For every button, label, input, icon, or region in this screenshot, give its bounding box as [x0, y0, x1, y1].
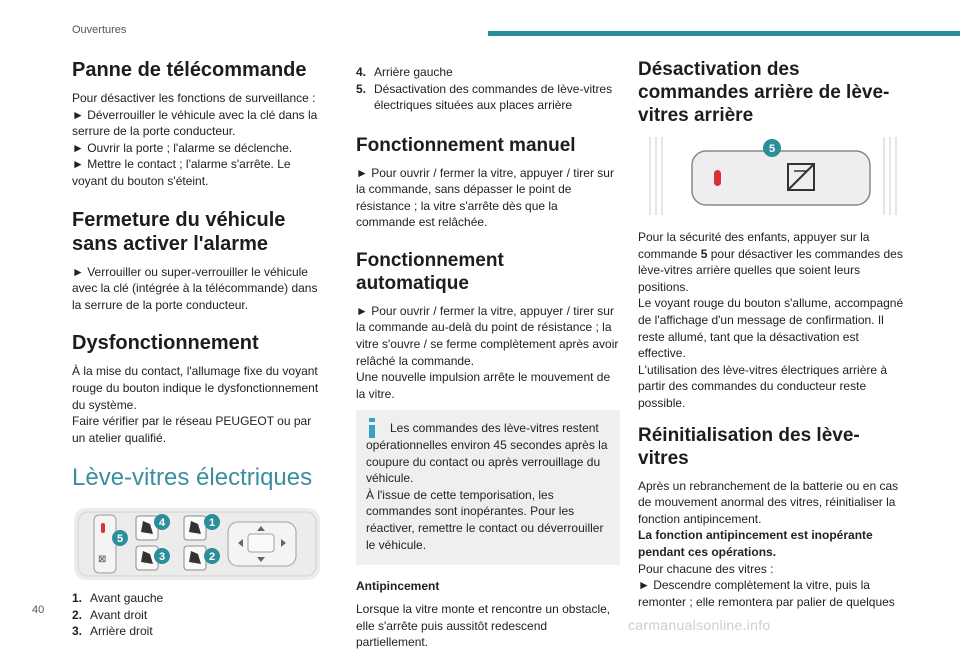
- legend-list-2: [356, 64, 620, 114]
- callout-badge-4: [154, 514, 170, 530]
- paragraph-panne: Pour désactiver les fonctions de surveillance : ► Déverrouiller le véhicule avec la clé dans la serrure de la porte conducteur. ► Ouvrir la porte ; l'alarme se déclenche. ► Mettre le contact ; l'alarme s'arrête. Le voyant du bouton s'éteint.: [72, 91, 318, 188]
- svg-text:5: 5: [116, 533, 124, 546]
- paragraph-reinitialisation: Après un rebranchement de la batterie ou en cas de mouvement anormal des vitres, réinitialiser la fonction antipincement.: [638, 478, 899, 526]
- svg-text:2: 2: [208, 551, 216, 564]
- page-number: 40: [32, 604, 45, 616]
- paragraph-procedure: Pour chacune des vitres : ► Descendre complètement la vitre, puis la remonter ; elle remontera par palier de quelques: [638, 561, 895, 609]
- heading-fermeture-sans-alarme: Fermeture du véhicule sans activer l'alarme: [72, 208, 286, 255]
- paragraph-antipincement: Lorsque la vitre monte et rencontre un obstacle, elle s'arrête puis aussitôt redescend partiellement.: [356, 602, 611, 650]
- list-item: 2. Avant droit: [72, 607, 148, 622]
- svg-text:4: 4: [158, 517, 166, 530]
- subheading-antipincement: Antipincement: [356, 579, 440, 594]
- info-text: Les commandes des lève-vitres restent opérationnelles environ 45 secondes après la coupure du contact ou après verrouillage du véhicule. À l'issue de cette temporisation, les commandes sont inopérantes. Pour les réactiver, remettre le contact ou déverrouiller le véhicule.: [366, 421, 608, 552]
- heading-desactivation-arriere: Désactivation des commandes arrière de lève-vitres arrière: [638, 59, 890, 126]
- heading-fonctionnement-manuel: Fonctionnement manuel: [356, 134, 576, 156]
- list-item: 3. Arrière droit: [72, 624, 153, 639]
- paragraph-dysfonctionnement: À la mise du contact, l'allumage fixe du voyant rouge du bouton indique le dysfonctionnement du système. Faire vérifier par le réseau PEUGEOT ou par un atelier qualifié.: [72, 364, 319, 445]
- paragraph-manuel: ► Pour ouvrir / fermer la vitre, appuyer / tirer sur la commande, sans dépasser le point de résistance ; la vitre s'arrête dès que la commande est relâchée.: [356, 165, 614, 230]
- svg-text:3: 3: [158, 551, 166, 564]
- heading-leve-vitres: Lève-vitres électriques: [72, 464, 313, 492]
- warning-antipincement: La fonction antipincement est inopérante pendant ces opérations.: [638, 528, 873, 559]
- svg-text:⊠: ⊠: [98, 554, 107, 566]
- heading-dysfonctionnement: Dysfonctionnement: [72, 332, 259, 355]
- paragraph-fermeture: ► Verrouiller ou super-verrouiller le véhicule avec la clé (intégrée à la télécommande) dans la serrure de la porte conducteur.: [72, 264, 318, 312]
- callout-badge-3: [154, 548, 170, 564]
- list-item: 1. Avant gauche: [72, 591, 164, 606]
- column-1: [72, 58, 322, 646]
- running-header: Ouvertures: [72, 24, 127, 36]
- list-item: 4. Arrière gauche: [356, 65, 453, 79]
- heading-fonctionnement-automatique: Fonctionnement automatique: [356, 249, 504, 294]
- column-3: [638, 58, 904, 618]
- paragraph-desactivation: Pour la sécurité des enfants, appuyer sur la commande 5 pour désactiver les commandes des lève-vitres arrière quelles que soient leurs positions. Le voyant rouge du bouton s'allume, accompagné de l'affichage d'un message de confirmation. Il reste allumé, tant que la désactivation est effective. L'utilisation des lève-vitres électriques arrière à partir des commandes du conducteur reste possible.: [638, 230, 904, 410]
- info-icon: [366, 418, 378, 438]
- child-lock-button-illustration: [638, 135, 904, 217]
- callout-badge-1: [204, 514, 220, 530]
- svg-text:1: 1: [208, 517, 216, 530]
- list-item: 5. Désactivation des commandes de lève-vitres électriques situées aux places arrière: [356, 81, 613, 112]
- watermark: carmanualsonline.info: [628, 617, 771, 633]
- info-box: [356, 410, 620, 565]
- callout-badge-5: [112, 530, 128, 546]
- header-accent-bar: [488, 31, 960, 36]
- heading-reinitialisation: Réinitialisation des lève-vitres: [638, 424, 860, 469]
- column-2: [356, 64, 620, 659]
- svg-text:5: 5: [768, 143, 776, 155]
- callout-badge-5: [763, 139, 781, 157]
- heading-panne-telecommande: Panne de télécommande: [72, 59, 307, 81]
- callout-badge-2: [204, 548, 220, 564]
- legend-list-1: [72, 590, 322, 640]
- paragraph-automatique: ► Pour ouvrir / fermer la vitre, appuyer / tirer sur la commande au-delà du point de résistance ; la vitre s'ouvre / se ferme complètement après avoir relâché la commande. Une nouvelle impulsion arrête le mouvement de la vitre.: [356, 303, 619, 401]
- window-switch-panel-illustration: [72, 506, 322, 582]
